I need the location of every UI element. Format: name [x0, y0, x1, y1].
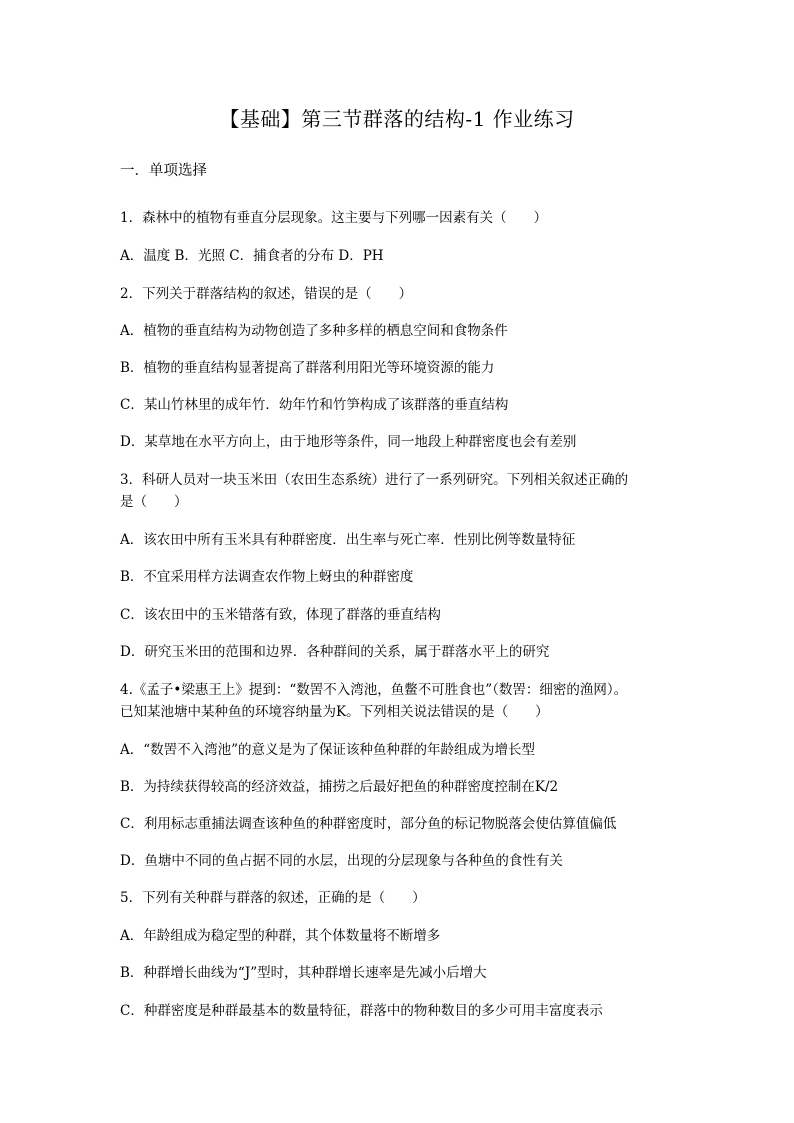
- question-2-option-b: B．植物的垂直结构显著提高了群落利用阳光等环境资源的能力: [120, 360, 495, 376]
- question-5-option-a: A．年龄组成为稳定型的种群，其个体数量将不断增多: [120, 928, 441, 944]
- section-heading: 一．单项选择: [120, 163, 207, 179]
- question-3-stem: 3．科研人员对一块玉米田（农田生态系统）进行了一系列研究。下列相关叙述正确的: [120, 472, 629, 488]
- question-4-stem: 4.《孟子•梁惠王上》提到：“数罟不入湾池，鱼鳖不可胜食也”（数罟：细密的渔网）。: [120, 682, 628, 698]
- question-4-option-a: A．“数罟不入湾池”的意义是为了保证该种鱼种群的年龄组成为增长型: [120, 742, 536, 758]
- document-title: 【基础】第三节群落的结构-1 作业练习: [219, 107, 575, 131]
- question-2-option-a: A．植物的垂直结构为动物创造了多种多样的栖息空间和食物条件: [120, 323, 508, 339]
- question-4-option-c: C．利用标志重捕法调查该种鱼的种群密度时，部分鱼的标记物脱落会使估算值偏低: [120, 816, 617, 832]
- question-3-option-a: A．该农田中所有玉米具有种群密度．出生率与死亡率．性别比例等数量特征: [120, 532, 576, 548]
- question-1-stem: 1．森林中的植物有垂直分层现象。这主要与下列哪一因素有关（ ）: [120, 210, 548, 226]
- question-3-stem-continued: 是（ ）: [120, 494, 188, 510]
- question-4-stem-continued: 已知某池塘中某种鱼的环境容纳量为K。下列相关说法错误的是（ ）: [120, 704, 549, 720]
- question-4-option-d: D．鱼塘中不同的鱼占据不同的水层，出现的分层现象与各种鱼的食性有关: [120, 853, 563, 869]
- question-5-option-c: C．种群密度是种群最基本的数量特征，群落中的物种数目的多少可用丰富度表示: [120, 1003, 603, 1019]
- question-3-option-d: D．研究玉米田的范围和边界．各种群间的关系，属于群落水平上的研究: [120, 644, 550, 660]
- question-2-stem: 2．下列关于群落结构的叙述，错误的是（ ）: [120, 286, 413, 302]
- question-3-option-b: B．不宜采用样方法调查农作物上蚜虫的种群密度: [120, 569, 414, 585]
- question-5-option-b: B．种群增长曲线为“J”型时，其种群增长速率是先减小后增大: [120, 965, 487, 981]
- question-4-option-b: B．为持续获得较高的经济效益，捕捞之后最好把鱼的种群密度控制在K/2: [120, 779, 559, 795]
- question-5-stem: 5．下列有关种群与群落的叙述，正确的是（ ）: [120, 890, 426, 906]
- question-3-option-c: C．该农田中的玉米错落有致，体现了群落的垂直结构: [120, 607, 441, 623]
- question-1-options: A．温度 B．光照 C．捕食者的分布 D．PH: [120, 248, 384, 264]
- question-2-option-d: D．某草地在水平方向上，由于地形等条件，同一地段上种群密度也会有差别: [120, 434, 577, 450]
- question-2-option-c: C．某山竹林里的成年竹．幼年竹和竹笋构成了该群落的垂直结构: [120, 397, 509, 413]
